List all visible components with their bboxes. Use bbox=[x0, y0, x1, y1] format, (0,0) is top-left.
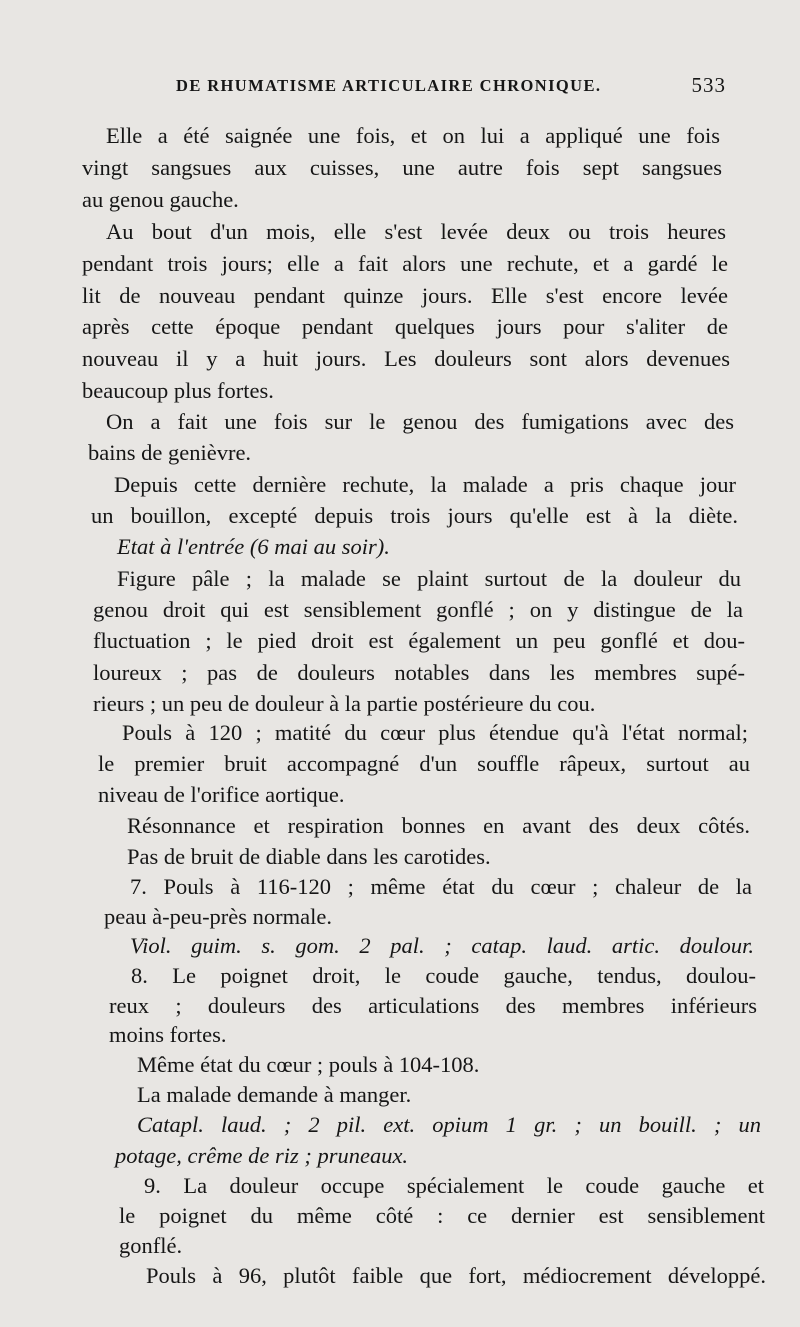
text-line: Figure pâle ; la malade se plaint surtout de la douleur du bbox=[117, 566, 741, 591]
text-line: vingt sangsues aux cuisses, une autre fois sept sangsues bbox=[82, 155, 722, 180]
text-line: On a fait une fois sur le genou des fumigations avec des bbox=[106, 409, 734, 434]
text-line: Viol. guim. s. gom. 2 pal. ; catap. laud. artic. doulour. bbox=[130, 933, 754, 958]
page-header bbox=[176, 73, 726, 100]
text-line: gonflé. bbox=[119, 1233, 183, 1258]
running-title: DE RHUMATISME ARTICULAIRE CHRONIQUE. bbox=[176, 76, 602, 95]
text-line: Elle a été saignée une fois, et on lui a appliqué une fois bbox=[106, 123, 720, 148]
text-line: fluctuation ; le pied droit est également un peu gonflé et dou- bbox=[93, 628, 745, 653]
text-line: Pouls à 96, plutôt faible que fort, médiocrement développé. bbox=[146, 1263, 766, 1288]
text-line: après cette époque pendant quelques jours pour s'aliter de bbox=[82, 314, 728, 339]
text-line: beaucoup plus fortes. bbox=[82, 378, 274, 403]
text-line: La malade demande à manger. bbox=[137, 1082, 412, 1107]
text-line: rieurs ; un peu de douleur à la partie postérieure du cou. bbox=[93, 691, 596, 716]
text-line: 9. La douleur occupe spécialement le coude gauche et bbox=[144, 1173, 764, 1198]
text-line: au genou gauche. bbox=[82, 187, 239, 212]
text-line: bains de genièvre. bbox=[88, 440, 252, 465]
text-line: 8. Le poignet droit, le coude gauche, tendus, doulou- bbox=[131, 963, 756, 988]
text-line: le premier bruit accompagné d'un souffle râpeux, surtout au bbox=[98, 751, 750, 776]
text-line: un bouillon, excepté depuis trois jours qu'elle est à la diète. bbox=[91, 503, 738, 528]
text-line: genou droit qui est sensiblement gonflé ; on y distingue de la bbox=[93, 597, 743, 622]
text-line: loureux ; pas de douleurs notables dans les membres supé- bbox=[93, 660, 745, 685]
text-line: moins fortes. bbox=[109, 1022, 227, 1047]
text-line: Résonnance et respiration bonnes en avant des deux côtés. bbox=[127, 813, 750, 838]
text-line: Etat à l'entrée (6 mai au soir). bbox=[117, 534, 390, 559]
text-line: nouveau il y a huit jours. Les douleurs sont alors devenues bbox=[82, 346, 730, 371]
text-line: Catapl. laud. ; 2 pil. ext. opium 1 gr. ; un bouill. ; un bbox=[137, 1112, 761, 1137]
text-line: reux ; douleurs des articulations des membres inférieurs bbox=[109, 993, 757, 1018]
text-line: 7. Pouls à 116-120 ; même état du cœur ; chaleur de la bbox=[130, 874, 752, 899]
text-line: peau à-peu-près normale. bbox=[104, 904, 333, 929]
text-line: lit de nouveau pendant quinze jours. Elle s'est encore levée bbox=[82, 283, 728, 308]
text-line: potage, crême de riz ; pruneaux. bbox=[115, 1143, 409, 1168]
text-line: le poignet du même côté : ce dernier est sensiblement bbox=[119, 1203, 765, 1228]
text-line: Pouls à 120 ; matité du cœur plus étendue qu'à l'état normal; bbox=[122, 720, 748, 745]
text-line: Au bout d'un mois, elle s'est levée deux ou trois heures bbox=[106, 219, 726, 244]
text-line: Pas de bruit de diable dans les carotides. bbox=[127, 844, 491, 869]
text-line: niveau de l'orifice aortique. bbox=[98, 782, 345, 807]
page-number: 533 bbox=[691, 73, 726, 97]
text-line: Depuis cette dernière rechute, la malade a pris chaque jour bbox=[114, 472, 736, 497]
text-line: pendant trois jours; elle a fait alors une rechute, et a gardé le bbox=[82, 251, 728, 276]
text-line: Même état du cœur ; pouls à 104-108. bbox=[137, 1052, 480, 1077]
